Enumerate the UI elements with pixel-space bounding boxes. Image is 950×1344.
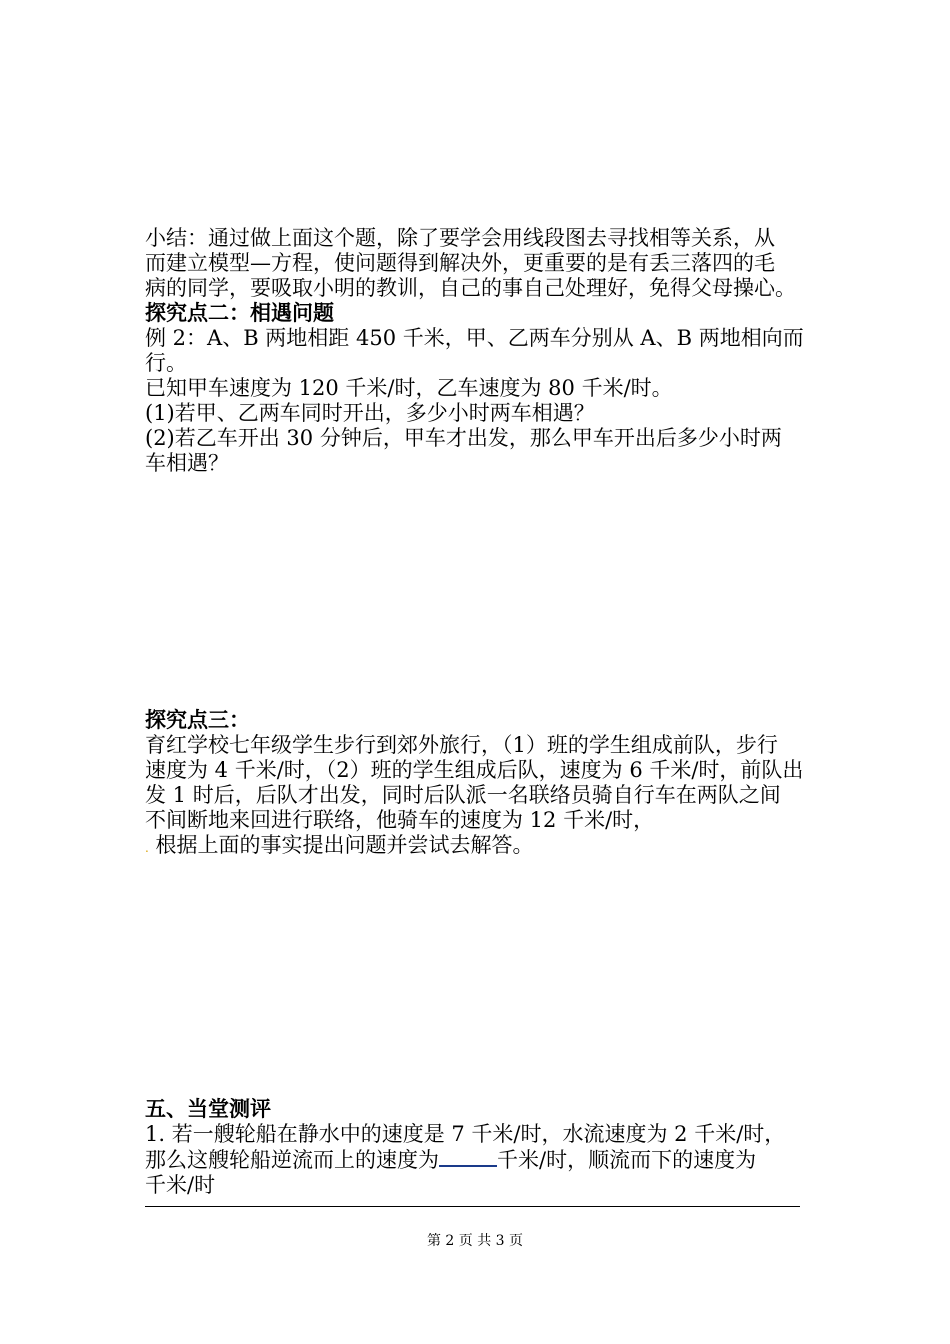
question-1: [145, 1122, 815, 1198]
page-content: [145, 226, 815, 1198]
question-1-line: 1. 若一艘轮船在静水中的速度是 7 千米/时，水流速度为 2 千米/时，: [145, 1122, 786, 1146]
summary-paragraph: [145, 226, 815, 301]
edit-mark-icon: .: [145, 841, 149, 855]
section3-task: 根据上面的事实提出问题并尝试去解答。: [155, 833, 534, 857]
example2-question-1: (1)若甲、乙两车同时开出，多少小时两车相遇？: [145, 401, 595, 425]
section3-line: 发 1 时后，后队才出发，同时后队派一名联络员骑自行车在两队之间: [145, 783, 781, 807]
answer-space: [145, 476, 815, 708]
section2-heading: 探究点二：相遇问题: [145, 301, 334, 325]
example2-question-2-cont: 车相遇？: [145, 451, 229, 475]
page-number: 第 2 页 共 3 页: [426, 1233, 524, 1249]
question-1-line: 那么这艘轮船逆流而上的速度为 千米/时，顺流而下的速度为: [145, 1148, 757, 1172]
section3-line: 速度为 4 千米/时，（2）班的学生组成后队，速度为 6 千米/时，前队出: [145, 758, 804, 782]
example2-question-2: (2)若乙车开出 30 分钟后，甲车才出发，那么甲车开出后多少小时两: [145, 426, 782, 450]
footer-divider: [145, 1206, 800, 1207]
section3-line: [145, 833, 815, 861]
section5-heading: 五、当堂测评: [145, 1097, 271, 1121]
section3-body: [145, 733, 815, 861]
summary-line: 小结：通过做上面这个题，除了要学会用线段图去寻找相等关系，从: [145, 226, 775, 250]
section2-body: [145, 326, 815, 476]
example2-line: 例 2：A、B 两地相距 450 千米，甲、乙两车分别从 A、B 两地相向而行。: [145, 326, 804, 375]
example2-line: 已知甲车速度为 120 千米/时，乙车速度为 80 千米/时。: [145, 376, 673, 400]
section3-line: 不间断地来回进行联络，他骑车的速度为 12 千米/时，: [145, 808, 655, 832]
summary-line: 病的同学，要吸取小明的教训，自己的事自己处理好，免得父母操心。: [145, 276, 796, 300]
answer-blank[interactable]: [439, 1147, 497, 1167]
question-1-line: 千米/时: [145, 1173, 216, 1197]
summary-line: 而建立模型—方程，使问题得到解决外，更重要的是有丢三落四的毛: [145, 251, 775, 275]
answer-space: [145, 861, 815, 1097]
section3-line: 育红学校七年级学生步行到郊外旅行，（1）班的学生组成前队，步行: [145, 733, 778, 757]
section3-heading: 探究点三：: [145, 708, 250, 732]
